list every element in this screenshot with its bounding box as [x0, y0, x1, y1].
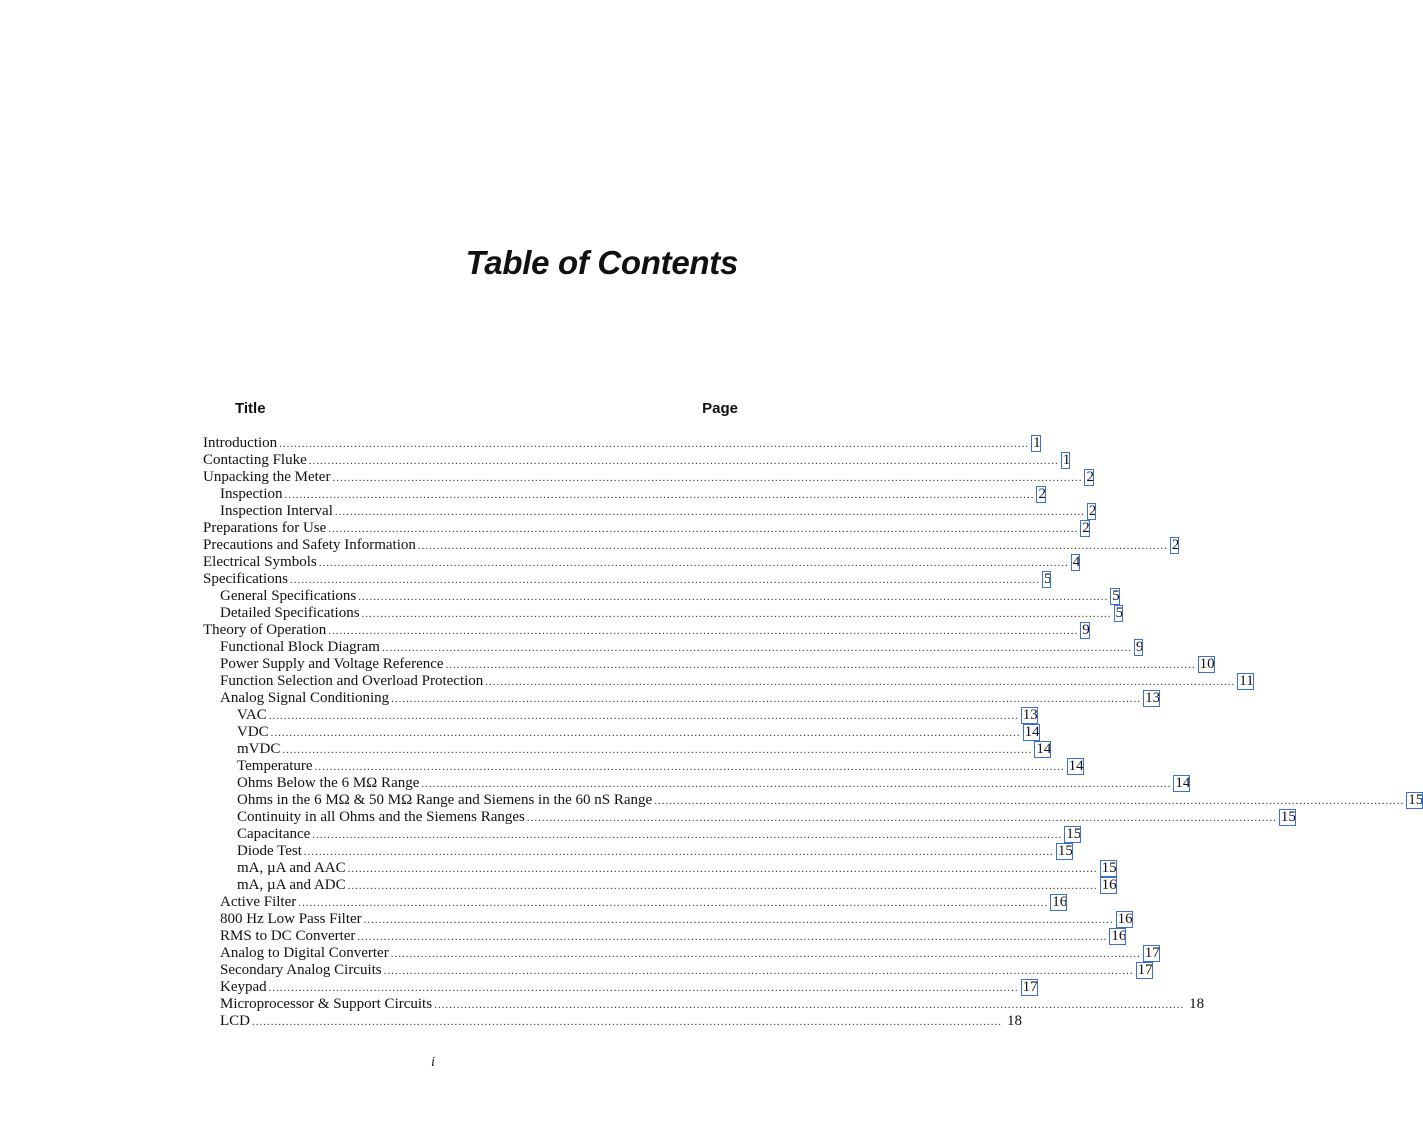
toc-entry-label: General Specifications — [220, 588, 357, 604]
dot-leader: ........................................................................................................................................................................................................ — [421, 778, 1172, 790]
dot-leader: ........................................................................................................................................................................................................ — [282, 744, 1033, 756]
toc-entry[interactable] — [203, 775, 1191, 792]
toc-page-link[interactable]: 2 — [1038, 486, 1046, 502]
toc-entry[interactable] — [203, 469, 1094, 486]
dot-leader: ........................................................................................................................................................................................................ — [445, 659, 1196, 671]
dot-leader: ........................................................................................................................................................................................................ — [303, 846, 1054, 858]
toc-page-link[interactable]: 2 — [1086, 469, 1094, 485]
toc-page-link[interactable]: 14 — [1175, 775, 1191, 791]
toc-page-link[interactable]: 5 — [1115, 605, 1124, 621]
toc-entry-label: Active Filter — [220, 894, 297, 910]
dot-leader: ........................................................................................................................................................................................................ — [347, 863, 1098, 875]
toc-entry-label: Theory of Operation — [203, 622, 327, 638]
toc-entry[interactable] — [203, 520, 1090, 537]
toc-entry[interactable] — [203, 452, 1071, 469]
toc-entry-label: RMS to DC Converter — [220, 928, 356, 944]
toc-page-link[interactable]: 5 — [1043, 571, 1052, 587]
toc-page-link[interactable]: 14 — [1036, 741, 1052, 757]
dot-leader: ........................................................................................................................................................................................................ — [485, 676, 1236, 688]
toc-entry-label: Function Selection and Overload Protection — [220, 673, 484, 689]
dot-leader: ........................................................................................................................................................................................................ — [654, 795, 1405, 807]
toc-page-link[interactable]: 16 — [1101, 877, 1117, 893]
toc-entry[interactable] — [203, 435, 1041, 452]
toc-page-link[interactable]: 11 — [1239, 673, 1254, 689]
toc-entry-label: Capacitance — [237, 826, 311, 842]
toc-entry[interactable] — [203, 962, 1153, 979]
dot-leader: ........................................................................................................................................................................................................ — [383, 965, 1134, 977]
dot-leader: ........................................................................................................................................................................................................ — [268, 710, 1019, 722]
toc-entry-label: Microprocessor & Support Circuits — [220, 996, 433, 1012]
dot-leader: ........................................................................................................................................................................................................ — [332, 472, 1083, 484]
dot-leader: ........................................................................................................................................................................................................ — [270, 727, 1021, 739]
toc-page-link[interactable]: 16 — [1052, 894, 1068, 910]
toc-page-link[interactable]: 4 — [1072, 554, 1081, 570]
toc-entry-label: VAC — [237, 707, 267, 723]
toc-entry[interactable] — [203, 639, 1144, 656]
toc-entry[interactable] — [203, 707, 1038, 724]
toc-entry-label: 800 Hz Low Pass Filter — [220, 911, 362, 927]
toc-page-link[interactable]: 9 — [1082, 622, 1090, 638]
toc-page-link[interactable]: 14 — [1068, 758, 1084, 774]
toc-entry[interactable] — [203, 724, 1040, 741]
toc-entry[interactable] — [203, 809, 1296, 826]
toc-entry[interactable] — [203, 673, 1254, 690]
dot-leader: ........................................................................................................................................................................................................ — [347, 880, 1098, 892]
toc-page-link[interactable]: 10 — [1199, 656, 1215, 672]
toc-entry[interactable] — [203, 860, 1117, 877]
toc-entry-label: mVDC — [237, 741, 281, 757]
dot-leader: ........................................................................................................................................................................................................ — [289, 574, 1040, 586]
dot-leader: ........................................................................................................................................................................................................ — [526, 812, 1277, 824]
toc-entry-label: Electrical Symbols — [203, 554, 317, 570]
toc-page-link[interactable]: 16 — [1111, 928, 1127, 944]
toc-page-link[interactable]: 1 — [1062, 452, 1071, 468]
toc-entry[interactable] — [203, 792, 1423, 809]
toc-entry[interactable] — [203, 979, 1038, 996]
toc-entry[interactable] — [203, 537, 1180, 554]
dot-leader: ........................................................................................................................................................................................................ — [268, 982, 1019, 994]
dot-leader: ........................................................................................................................................................................................................ — [328, 523, 1079, 535]
toc-page-link[interactable]: 9 — [1135, 639, 1144, 655]
toc-entry — [203, 1013, 1022, 1030]
toc-entry — [203, 996, 1205, 1013]
toc-entry[interactable] — [203, 690, 1161, 707]
toc-entry[interactable] — [203, 656, 1215, 673]
dot-leader: ........................................................................................................................................................................................................ — [318, 557, 1069, 569]
toc-entry-label: mA, µA and ADC — [237, 877, 346, 893]
toc-entry[interactable] — [203, 928, 1127, 945]
dot-leader: ........................................................................................................................................................................................................ — [417, 540, 1168, 552]
toc-entry[interactable] — [203, 571, 1052, 588]
toc-entry-label: Keypad — [220, 979, 267, 995]
toc-entry-label: Introduction — [203, 435, 278, 451]
toc-entry-label: Secondary Analog Circuits — [220, 962, 382, 978]
column-header-page: Page — [702, 400, 738, 417]
toc-page-link[interactable]: 2 — [1171, 537, 1180, 553]
toc-entry-label: Precautions and Safety Information — [203, 537, 416, 553]
dot-leader: ........................................................................................................................................................................................................ — [363, 914, 1114, 926]
toc-entry[interactable] — [203, 554, 1081, 571]
toc-entry-label: Detailed Specifications — [220, 605, 360, 621]
dot-leader: ........................................................................................................................................................................................................ — [357, 931, 1108, 943]
toc-entry[interactable] — [203, 605, 1124, 622]
toc-page-link[interactable]: 2 — [1088, 503, 1097, 519]
toc-page-link[interactable]: 5 — [1112, 588, 1120, 604]
toc-page-link[interactable]: 15 — [1408, 792, 1423, 808]
dot-leader: ........................................................................................................................................................................................................ — [312, 829, 1063, 841]
toc-page-link[interactable]: 13 — [1022, 707, 1038, 723]
toc-entry[interactable] — [203, 486, 1046, 503]
toc-entry[interactable] — [203, 877, 1117, 894]
dot-leader: ........................................................................................................................................................................................................ — [314, 761, 1065, 773]
toc-entry[interactable] — [203, 622, 1090, 639]
page-title: Table of Contents — [465, 244, 738, 281]
toc-list — [203, 435, 1423, 1030]
dot-leader: ........................................................................................................................................................................................................ — [390, 948, 1141, 960]
toc-page-link[interactable]: 14 — [1024, 724, 1040, 740]
dot-leader: ........................................................................................................................................................................................................ — [358, 591, 1109, 603]
dot-leader: ........................................................................................................................................................................................................ — [334, 506, 1085, 518]
toc-entry-label: Power Supply and Voltage Reference — [220, 656, 444, 672]
toc-entry[interactable] — [203, 843, 1073, 860]
toc-entry-label: Preparations for Use — [203, 520, 327, 536]
toc-entry[interactable] — [203, 911, 1133, 928]
toc-entry[interactable] — [203, 945, 1160, 962]
toc-entry[interactable] — [203, 826, 1082, 843]
dot-leader: ........................................................................................................................................................................................................ — [361, 608, 1112, 620]
toc-page-link[interactable]: 15 — [1057, 843, 1073, 859]
toc-page-link[interactable]: 15 — [1066, 826, 1082, 842]
dot-leader: ........................................................................................................................................................................................................ — [434, 999, 1185, 1011]
toc-page-link[interactable]: 2 — [1082, 520, 1090, 536]
dot-leader: ........................................................................................................................................................................................................ — [279, 438, 1030, 450]
toc-entry-label: Analog to Digital Converter — [220, 945, 389, 961]
toc-entry-label: Inspection Interval — [220, 503, 333, 519]
toc-page-link[interactable]: 17 — [1137, 962, 1153, 978]
toc-entry-label: Ohms in the 6 MΩ & 50 MΩ Range and Siemens in the 60 nS Range — [237, 792, 653, 808]
dot-leader: ........................................................................................................................................................................................................ — [391, 693, 1142, 705]
column-header-title: Title — [235, 400, 266, 417]
dot-leader: ........................................................................................................................................................................................................ — [252, 1016, 1002, 1028]
toc-entry-label: Analog Signal Conditioning — [220, 690, 390, 706]
toc-page-link[interactable]: 17 — [1022, 979, 1038, 995]
toc-page-link[interactable]: 17 — [1144, 945, 1160, 961]
toc-entry[interactable] — [203, 894, 1068, 911]
toc-entry-label: Ohms Below the 6 MΩ Range — [237, 775, 420, 791]
dot-leader: ........................................................................................................................................................................................................ — [298, 897, 1049, 909]
toc-page-number: 18 — [1007, 1013, 1022, 1029]
dot-leader: ........................................................................................................................................................................................................ — [284, 489, 1035, 501]
toc-entry-label: Continuity in all Ohms and the Siemens Ranges — [237, 809, 525, 825]
toc-page-link[interactable]: 1 — [1033, 435, 1041, 451]
toc-entry-label: Contacting Fluke — [203, 452, 307, 468]
toc-page-link[interactable]: 16 — [1117, 911, 1133, 927]
toc-page-link[interactable]: 15 — [1101, 860, 1117, 876]
toc-entry[interactable] — [203, 588, 1120, 605]
toc-entry-label: Inspection — [220, 486, 283, 502]
toc-entry-label: Specifications — [203, 571, 288, 587]
toc-page-link[interactable]: 15 — [1280, 809, 1296, 825]
toc-entry-label: Diode Test — [237, 843, 302, 859]
dot-leader: ........................................................................................................................................................................................................ — [381, 642, 1132, 654]
toc-entry[interactable] — [203, 741, 1052, 758]
toc-entry-label: Temperature — [237, 758, 313, 774]
toc-entry[interactable] — [203, 503, 1097, 520]
toc-entry-label: Unpacking the Meter — [203, 469, 331, 485]
toc-entry-label: VDC — [237, 724, 269, 740]
toc-page-link[interactable]: 13 — [1145, 690, 1161, 706]
toc-entry-label: Functional Block Diagram — [220, 639, 380, 655]
toc-page-number: 18 — [1189, 996, 1205, 1012]
dot-leader: ........................................................................................................................................................................................................ — [308, 455, 1059, 467]
page-number-footer: i — [431, 1055, 435, 1070]
toc-entry[interactable] — [203, 758, 1084, 775]
toc-entry-label: mA, µA and AAC — [237, 860, 346, 876]
dot-leader: ........................................................................................................................................................................................................ — [328, 625, 1079, 637]
toc-entry-label: LCD — [220, 1013, 250, 1029]
